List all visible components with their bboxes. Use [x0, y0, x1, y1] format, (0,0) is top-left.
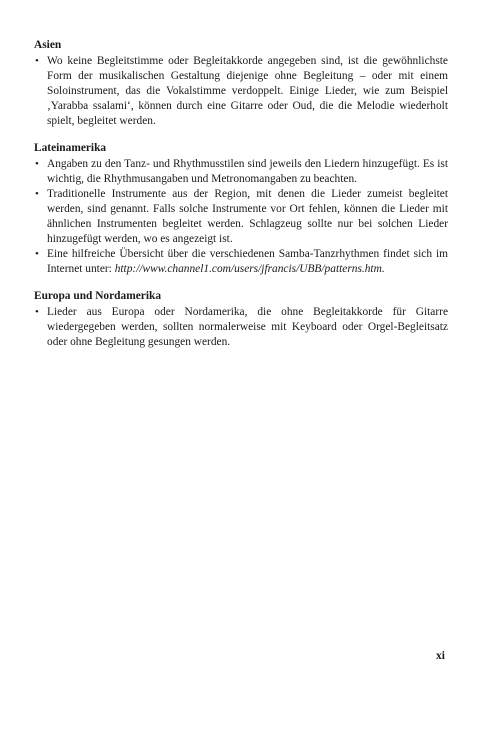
list-item-text: Wo keine Begleitstimme oder Begleitakkorde angegeben sind, ist die gewöhnlichste Form der musikalischen Gestaltung diejenige ohne Begleitung – oder mit einem Soloinstrument, das die Vokalstimme verdoppelt. Einige Lieder, wie zum Beispiel ‚Yarabba ssalami‘, können durch eine Gitarre oder Oud, die die Melodie wiederholt spielt, begleitet werden.	[47, 55, 448, 127]
list-item	[34, 187, 448, 247]
list-item-text: Lieder aus Europa oder Nordamerika, die ohne Begleitakkorde für Gitarre wiedergegeben werden, sollten normalerweise mit Keyboard oder Orgel-Begleitsatz oder ohne Begleitung gesungen werden.	[47, 306, 448, 348]
list-item-text: Eine hilfreiche Übersicht über die verschiedenen Samba-Tanzrhythmen findet sich im Internet unter:	[47, 248, 448, 275]
page-content	[34, 38, 448, 362]
section-lateinamerika	[34, 141, 448, 277]
list-item	[34, 157, 448, 187]
list-item	[34, 54, 448, 129]
bullet-icon: •	[35, 158, 39, 170]
list-item-text: Traditionelle Instrumente aus der Region, mit denen die Lieder zumeist begleitet werden, sind genannt. Falls solche Instrumente vor Ort fehlen, können die Lieder mit ähnlichen Instrumenten begleitet werden. Schlagzeug sollte nur bei solchen Lieder hinzugefügt werden, wo es angezeigt ist.	[47, 188, 448, 245]
section-asien	[34, 38, 448, 129]
bullet-list	[34, 157, 448, 277]
section-heading: Lateinamerika	[34, 142, 107, 154]
bullet-icon: •	[35, 188, 39, 200]
section-heading: Europa und Nordamerika	[34, 290, 162, 302]
list-item	[34, 247, 448, 277]
bullet-icon: •	[35, 55, 39, 67]
bullet-list	[34, 305, 448, 350]
samba-url-link: http://www.channel1.com/users/jfrancis/UBB/patterns.htm.	[114, 263, 385, 275]
page-number: xi	[436, 650, 445, 662]
bullet-icon: •	[35, 248, 39, 260]
section-europa-nordamerika	[34, 289, 448, 350]
bullet-icon: •	[35, 306, 39, 318]
bullet-list	[34, 54, 448, 129]
list-item-text: Angaben zu den Tanz- und Rhythmusstilen sind jeweils den Liedern hinzugefügt. Es ist wichtig, die Rhythmusangaben und Metronomangaben zu beachten.	[47, 158, 448, 185]
section-heading: Asien	[34, 39, 62, 51]
list-item	[34, 305, 448, 350]
